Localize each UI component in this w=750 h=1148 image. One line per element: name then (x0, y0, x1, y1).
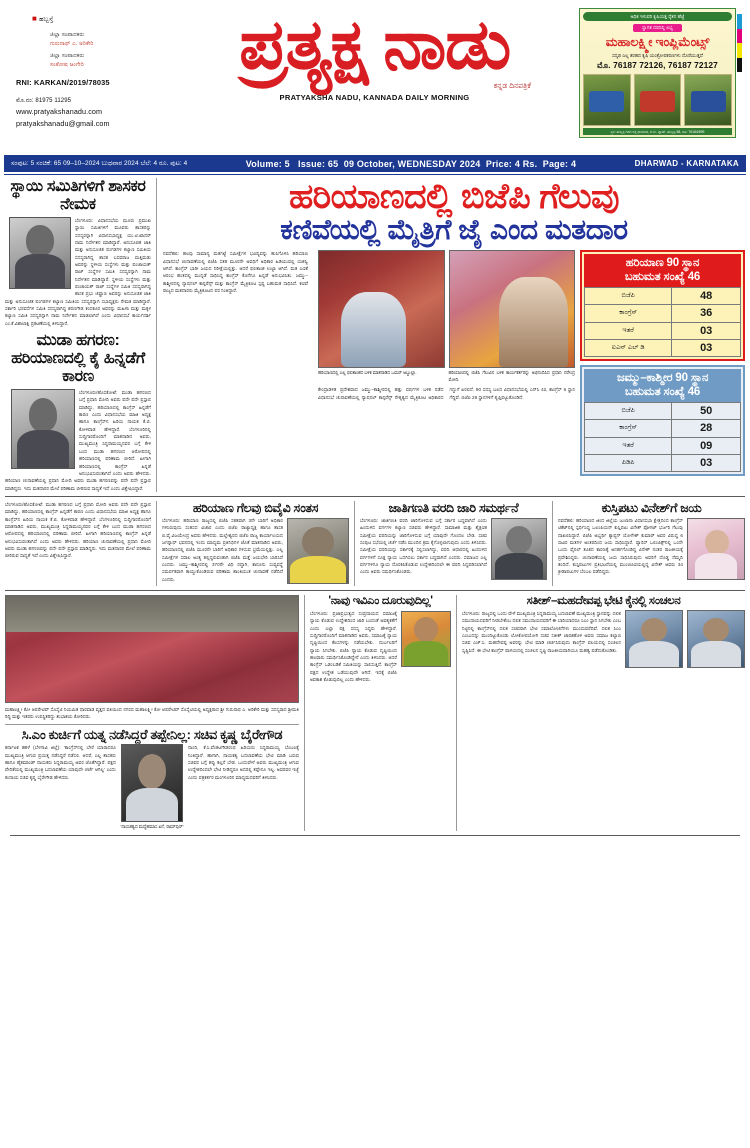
jk-results-table (584, 402, 741, 473)
jk-seats-3: 03 (672, 454, 741, 471)
ad-ribbon: ಅಧಿಕ ಇಳುವರಿ ಕೃಷಿಯತ್ತ ರೈತನ ಹೆಜ್ಜೆ (583, 12, 732, 21)
masthead-advertisement[interactable] (579, 8, 742, 138)
contact-phone: ಮೊ.ನಂ: 81975 11295 (16, 97, 72, 104)
print-registration-color-bar (737, 14, 742, 72)
left-story2-headline[interactable]: ಮುಡಾ ಹಗರಣ: ಹರಿಯಾಣದಲ್ಲಿ ಕೈ ಹಿನ್ನಡೆಗೆ ಕಾರಣ (11, 332, 145, 386)
haryana-results-box (580, 250, 745, 361)
mid-story-2-headline[interactable]: ಕುಸ್ತಿಪಟು ವಿನೇಶ್‌ಗೆ ಜಯ (601, 500, 702, 515)
ad-phone-values: 76187 72126, 76187 72127 (613, 60, 718, 71)
jk-seats-0: 50 (672, 402, 741, 419)
ad-product-photos (583, 74, 732, 126)
haryana-party-1: ಕಾಂಗ್ರೆಸ್ (585, 305, 672, 322)
contact-website[interactable]: www.pratyakshanadu.com (16, 106, 103, 116)
volume-english-text (187, 159, 634, 169)
ad-inner (579, 8, 736, 138)
rni-number: RNI: KARKAN/2019/78035 (16, 77, 110, 87)
ad-rotavator-photo (634, 74, 682, 126)
ad-badge: ಸ್ವಾಗತ ದರದಲ್ಲಿ ಲಭ್ಯ (633, 24, 682, 32)
mid-story-wrestler (553, 501, 745, 586)
ad-phone-label: ಮೊ. (597, 60, 611, 71)
haryana-title-line1: ಹರಿಯಾಣ 90 ಸ್ಥಾನ (625, 257, 700, 270)
volume-number: Volume: 5 (245, 158, 290, 169)
bottom-row (5, 595, 745, 831)
left-story2-portrait-photo (11, 389, 75, 469)
ad-plough-photo (583, 74, 631, 126)
mid-story-0-headline[interactable]: ಹರಿಯಾಣ ಗೆಲವು ಬಿವೈವಿ ಸಂತಸ (192, 500, 319, 515)
table-row (585, 437, 741, 454)
haryana-title-line2: ಬಹುಮತ ಸಂಖ್ಯೆ 46 (624, 270, 701, 283)
jk-party-0: ಬಿಜೆಪಿ (585, 402, 672, 419)
newspaper-title: ಪ್ರತ್ಯಕ್ಷ ನಾಡು (239, 7, 510, 83)
top-row (5, 178, 745, 492)
haryana-seats-0: 48 (672, 287, 741, 304)
table-row (585, 420, 741, 437)
table-row (585, 287, 741, 304)
masthead-english-tagline: PRATYAKSHA NADU, KANNADA DAILY MORNING (279, 92, 470, 102)
group-photo (5, 595, 299, 703)
jk-title-line1: ಜಮ್ಮು–ಕಾಶ್ಮೀರ 90 ಸ್ಥಾನ (616, 372, 709, 385)
masthead-bullet: ■ ಹಬ್ಬಸ್ತೆ (32, 14, 54, 23)
last-story-caption: 'ನಾಯಕತ್ವದ ಮಧ್ಯೆಹಮಾಸ ಏನೆ, ರಾಮ್‌ಪುರ್' (120, 824, 184, 830)
volume-kannada-text: ಸಂಪುಟ: 5 ಸಂಚಿಕೆ: 65 09–10–2024 ಬುಧವಾರ 2024 ಬೆಲೆ: 4 ರೂ. ಪುಟ: 4 (11, 159, 188, 167)
section-divider-2 (5, 590, 745, 591)
ad-phone-numbers (583, 60, 732, 71)
page-bottom-rule (10, 835, 740, 836)
mid-story-1-body: ಬೆಂಗಳೂರು: ಜಾತಿಗಣತಿ ವರದಿ ಜಾರಿಗೊಳಿಸುವ ಬಗ್ಗೆ ಸರ್ಕಾರ ಬದ್ಧವಾಗಿದೆ ಎಂದು ಹಿಂದುಳಿದ ವರ್ಗಗಳ ಕಲ್ಯಾಣ ಸಚಿವರು ಹೇಳಿದ್ದಾರೆ. ಸಾಮಾಜಿಕ ಮತ್ತು ಶೈಕ್ಷಣಿಕ ಸಮೀಕ್ಷೆಯ ವರದಿಯನ್ನು ಜಾರಿಗೊಳಿಸುವ ಬಗ್ಗೆ ಯಾವುದೇ ಗೊಂದಲ ಬೇಡ. ಸಚಿವ ಸಂಪುಟ ಸಭೆಯಲ್ಲಿ ಚರ್ಚೆ ನಡೆಸಿ ಮುಂದಿನ ಕ್ರಮ ಕೈಗೊಳ್ಳಲಾಗುವುದು ಎಂದು ತಿಳಿಸಿದರು. ಸಮೀಕ್ಷೆಯ ವರದಿಯನ್ನು ಸರ್ಕಾರಕ್ಕೆ ಸಲ್ಲಿಸಲಾಗಿದ್ದು, ವರದಿ ಆಧಾರದಲ್ಲಿ ಹಿಂದುಳಿದ ವರ್ಗಗಳಿಗೆ ಸೂಕ್ತ ನ್ಯಾಯ ಒದಗಿಸಲು ಸರ್ಕಾರ ಬದ್ಧವಾಗಿದೆ ಎಂದರು. ಸಮಾಜದ ಎಲ್ಲ ವರ್ಗಗಳಿಗೂ ನ್ಯಾಯ ದೊರಕಿಸಿಕೊಡುವ ಉದ್ದೇಶದಿಂದಲೇ ಈ ವರದಿ ಸಿದ್ಧಪಡಿಸಲಾಗಿದೆ ಎಂದು ಅವರು ಸಮರ್ಥಿಸಿಕೊಂಡರು. (360, 517, 487, 575)
issue-number: Issue: 65 (298, 158, 339, 169)
left-story1-body: ಬೆಂಗಳೂರು: ವಿಧಾನಸಭೆಯ ಮೂರು ಪ್ರಮುಖ ಸ್ಥಾಯಿ ಸಮಿತಿಗಳಿಗೆ ಮೂವರು ಶಾಸಕರನ್ನು ಸದಸ್ಯರನ್ನಾಗಿ ವಿಧಾನಸಭಾಧ್ಯಕ್ಷ ಯು.ಟಿ.ಖಾದರ್ ನಾಮ ನಿರ್ದೇಶನ ಮಾಡಿದ್ದಾರೆ. ಅನುಸೂಚಿತ ಜಾತಿ ಮತ್ತು ಅನುಸೂಚಿತ ಪಂಗಡಗಳ ಕಲ್ಯಾಣ ಸಮಿತಿಯ ಸದಸ್ಯರಾಗಿದ್ದ ಶಾಸಕ ಬಸವರಾಜ ಮತ್ತಿಮಡು ಅವರನ್ನು ಸ್ಥಳೀಯ ಸಂಸ್ಥೆಗಳು ಮತ್ತು ಪಂಚಾಯತ್ ರಾಜ್ ಸಂಸ್ಥೆಗಳ ಸಮಿತಿ ಸದಸ್ಯರನ್ನಾಗಿ ನಾಮ ನಿರ್ದೇಶನ ಮಾಡಿದ್ದಾರೆ. ಸ್ಥಳೀಯ ಸಂಸ್ಥೆಗಳು ಮತ್ತು ಪಂಚಾಯತ್ ರಾಜ್ ಸಂಸ್ಥೆಗಳ ಸಮಿತಿ ಸದಸ್ಯರಾಗಿದ್ದ ಶಾಸಕ ಪ್ರಭು ಚವ್ಹಾಣ ಅವರನ್ನು ಅನುಸೂಚಿತ ಜಾತಿ ಮತ್ತು ಅನುಸೂಚಿತ ಪಂಗಡಗಳ ಕಲ್ಯಾಣ ಸಮಿತಿಯ ಸದಸ್ಯರನ್ನಾಗಿ ಸಭಾಧ್ಯಕ್ಷರು ನೇಮಕ ಮಾಡಿದ್ದಾರೆ. ಸರ್ಕಾರಿ ಭರವಸೆಗಳ ಸಮಿತಿ ಸದಸ್ಯರಾಗಿದ್ದ ಶರಣಗೌಡ ಕಂದಕೂರ ಅವರನ್ನು ಮಹಿಳಾ ಮತ್ತು ಮಕ್ಕಳ ಕಲ್ಯಾಣ ಸಮಿತಿ ಸದಸ್ಯರನ್ನಾಗಿ ನಾಮ ನಿರ್ದೇಶನ ಮಾಡಲಾಗಿದೆ ಎಂದು ವಿಧಾನಸಭೆ ಕಾರ್ಯದರ್ಶಿ ಎಂ.ಕೆ.ವಿಶಾಲಾಕ್ಷಿ ಪ್ರಕಟಣೆಯಲ್ಲಿ ತಿಳಿಸಿದ್ದಾರೆ. (5, 217, 151, 326)
contact-email[interactable]: pratyakshanadu@gmail.com (16, 119, 110, 129)
editor-1-name: ಗುರುನಾಥ್ ಎ. ಅರಿಕೇರಿ (50, 40, 94, 47)
jk-party-2: ಇತರೆ (585, 437, 672, 454)
leader-photo (401, 611, 451, 667)
jk-seats-2: 09 (672, 437, 741, 454)
jk-results-title (584, 369, 741, 401)
krishna-byregowda-photo (121, 744, 183, 822)
table-row (585, 402, 741, 419)
lead-photo-block (313, 250, 580, 476)
masthead (0, 0, 750, 155)
haryana-results-table (584, 287, 741, 358)
ad-brand-name: ಮಹಾಲಕ್ಷ್ಮೀ ಇಂಪ್ಲಿಮೆಂಟ್ಸ್ (605, 35, 710, 50)
last-story-headline[interactable]: ಸಿ.ಎಂ ಕುರ್ಚಿಗೆ ಯತ್ನ ನಡೆಸಿದ್ದರೆ ತಪ್ಪೇನಿಲ್ಲ: ಸಚಿವ ಕೃಷ್ಣ ಬೈರೇಗೌಡ (21, 726, 283, 742)
bottom-story-1-body: ಬೆಂಗಳೂರು: ಪ್ರಜಾಪ್ರಭುತ್ವದ ಸಂಪ್ರದಾಯದ ಸಮಾಜಕ್ಕೆ ನ್ಯಾಯ ಕೊಡುವ ಉದ್ದೇಶದಿಂದ ಜಾರಿ ಬಂದಂತೆ ಅವಶ್ಯಕತೆಗೆ ಎಂದು ಎಲ್ಲಾ ಪಕ್ಷ ಸದಸ್ಯ ಸಿದ್ದರು ಹೇಳಿದ್ದಾರೆ. ಸುದ್ದಿಗಾರರೊಂದಿಗೆ ಮಾತನಾಡಿದ ಅವರು, ಸಮಾಜಕ್ಕೆ ನ್ಯಾಯ ದೃಷ್ಟಿಯಿಂದ ಕೆಲಸಗಳನ್ನು ನಡೆಯಬೇಕು. ದುರ್ಬಲರಿಗೆ ನ್ಯಾಯ ಸಿಗಬೇಕು. ಬಿಜೆಪಿ ನ್ಯಾಯ ಕೊಡುವ ದೃಷ್ಟಿಯಿಂದ ಹಲವಾರು ಸಮರ್ಥಿಸಿಕೊಂಡಿದ್ದೇನೆ ಎಂದು ತಿಳಿಸಿದರು. ಆದರೆ ಕಾಂಗ್ರೆಸ್ ಒಡಂಬಡಿಕೆ ಸಮಿತಿಯನ್ನು ಸಾಲಿಸುತ್ತಿದೆ. ಕಾಂಗ್ರೆಸ್ ಪಕ್ಷದ ಉದ್ದೇಶ ಒಡೆಯುವುದೇ ಆಗಿದೆ. ಇದಕ್ಕೆ ಬಿಜೆಪಿ ಅವಕಾಶ ಕೊಡುವುದಿಲ್ಲ ಎಂದು ಹೇಳಿದರು. (310, 610, 397, 683)
last-story-body-right: ನಾಂದಿ, ಕೆ.ಸಿ.ವೆಂಕಟಗೌಡರಂಥ ಹಿರಿಯರು ಸಿದ್ದರಾಮಯ್ಯ ಬೆಂಬಲಕ್ಕೆ ನಿಂತಿದ್ದಾರೆ. ಹಾಗಾಗಿ, ನಾಯಕತ್ವ ಬದಲಾವಣೆಯ ಭೇಟಿ ಮಾಡಿ ಬರುವ ಸಚಿವರ ಬಗ್ಗೆ ತಪ್ಪು ಕಲ್ಪನೆ ಬೇಡ. ಒಂದುವೇಳೆ ಅವರು ಮುಖ್ಯಮಂತ್ರಿ ಆಗುವ ಉದ್ದೇಶದಿಂದಲೇ ಭೇಟಿ ನೀಡಿದ್ದರೂ ಅದರಲ್ಲಿ ತಪ್ಪೇನೂ ಇಲ್ಲ. ಅವರವರ ಇಚ್ಛೆ ಎಂದು ಪತ್ರಕರ್ತರ ಮಂಗಳೂರಿನ ಮಾಧ್ಯಮದವರಿಗೆ ತಿಳಿಸಿದರು. (188, 745, 299, 780)
by-vijayendra-photo (287, 518, 349, 584)
jk-party-3: ಪಿಡಿಪಿ (585, 454, 672, 471)
haryana-party-0: ಬಿಜೆಪಿ (585, 287, 672, 304)
editor-2-name: ಸಂತೋಷ ಜಂಗೇರಿ (50, 61, 84, 68)
main-column (157, 178, 745, 492)
mid-story-2-body: ನವದೆಹಲಿ: ಹರಿಯಾಣದ ಜಿಂದ ಜಿಲ್ಲೆಯ ಜುಲಾನಾ ವಿಧಾನಸಭಾ ಕ್ಷೇತ್ರದಿಂದ ಕಾಂಗ್ರೆಸ್ ಟಿಕೆಟ್‌ನಲ್ಲಿ ಸ್ಪರ್ಧಿಸಿದ್ದ ಒಲಂಪಿಯನ್ ಕುಸ್ತಿಪಟು ವಿನೇಶ್ ಫೋಗಟ್ ಭರ್ಜರಿ ಗೆಲುವು ದಾಖಲಿಸಿದ್ದಾರೆ. ಬಿಜೆಪಿ ಅಭ್ಯರ್ಥಿ ಕ್ಯಾಪ್ಟನ್ ಯೋಗೇಶ್ ಕುಮಾರ್ ಅವರ ವಿರುದ್ಧ 6 ಸಾವಿರ ಮತಗಳ ಅಂತರದಿಂದ ಜಯ ಸಾಧಿಸಿದ್ದಾರೆ. ಪ್ಯಾರಿಸ್ ಒಲಿಂಪಿಕ್ಸ್‌ನಲ್ಲಿ ಒಂದೇ ಒಂದು ಫೈನಲ್ ತೂಕದ ಕಾರಣಕ್ಕೆ ಅನರ್ಹಗೊಂಡಿದ್ದ ವಿನೇಶ್ ನಂತರ ರಾಜಕೀಯಕ್ಕೆ ಪ್ರವೇಶಿಸಿದ್ದರು. ಚುನಾವಣೆಯಲ್ಲಿ ಜಯ ಸಾಧಿಸಿರುವುದು ಅವರಿಗೆ ದೊಡ್ಡ ನೆಮ್ಮದಿ ತಂದಿದೆ. ಕುಸ್ತಿಪಟುಗಳ ಪ್ರತಿಭಟನೆಯಲ್ಲಿ ಮುಂಚೂಣಿಯಲ್ಲಿದ್ದ ವಿನೇಶ್ ಅವರು 34 ಕ್ರೀಡಾಪಟುಗಳ ಬೆಂಬಲ ಪಡೆದಿದ್ದರು. (558, 517, 683, 575)
left-story1-headline[interactable]: ಸ್ಥಾಯಿ ಸಮಿತಿಗಳಿಗೆ ಶಾಸಕರ ನೇಮಕ (10, 178, 146, 213)
section-divider-1 (5, 496, 745, 497)
jk-seats-1: 28 (672, 420, 741, 437)
mid-story-bjp (157, 501, 355, 586)
bottom-story-2-body: ಬೆಂಗಳೂರು: ರಾಜ್ಯದಲ್ಲಿ ಒಂದು ವೇಳೆ ಮುಖ್ಯಮಂತ್ರಿ ಸಿದ್ದರಾಮಯ್ಯ ಬದಲಾವಣೆ ಮುಖ್ಯಮಂತ್ರಿ ಸ್ಥಾನವನ್ನು ದಲಿತ ಸಮುದಾಯದವರಿಗೆ ನೀಡಬೇಕೆಂಬ ದಲಿತ ಸಮುದಾಯದವರಿಗೆ ಈ ಬಾರಿಯಾದರೂ ಸಿಎಂ ಸ್ಥಾನ ಸಿಗಬೇಕು ಎಂಬ ನಿಟ್ಟಿನಲ್ಲಿ ಕಾಂಗ್ರೆಸ್‌ನಲ್ಲಿ ದಲಿತ ಸಚಿವರಾಗಿ ಭೇಟಿ ಸಮಾಲೋಚನೆಗಳು ಮುಂದುವರೆದಿವೆ. ದಲಿತ ಸಿಎಂ ಎಂಬುದನ್ನು ಮುಂದಿಟ್ಟುಕೊಂಡು ಲೋಕೋಪಯೋಗಿ ಸಚಿವ ಸತೀಶ್ ಜಾರಕಿಹೊಳಿ ಅವರು ಸಮಾಜ ಕಲ್ಯಾಣ ಸಚಿವ ಎಚ್.ಸಿ. ಮಹದೇವಪ್ಪ ಅವರನ್ನು ಭೇಟಿ ಮಾಡಿ ಚರ್ಚಿಸಿರುವುದು ಕಾಂಗ್ರೆಸ್ ವಲಯದಲ್ಲಿ ಸಂಚಲನ ಸೃಷ್ಟಿಸಿದೆ. ಈ ಭೇಟಿ ಕಾಂಗ್ರೆಸ್ ಪಾಳಯದಲ್ಲಿ ಸಂಚಲನ ಸೃಷ್ಟಿ ರಾಜಕೀಯವಾಗಿಯೂ ಮಹತ್ವ ಪಡೆದುಕೊಂಡಿತು. (462, 610, 621, 653)
omar-abdullah-photo (318, 250, 445, 368)
ad-description: ಸದೃಢ ಎಲ್ಲ ತರಹದ ಕೃಷಿ ಯಂತ್ರೋಪಕರಣಗಳು ದೊರೆಯುತ್ತದೆ (612, 52, 703, 58)
lead-headline-block (163, 178, 745, 246)
satish-jarkiholi-photo (625, 610, 683, 668)
jk-title-line2: ಬಹುಮತ ಸಂಖ್ಯೆ 46 (624, 385, 701, 398)
lead-photo-pair (318, 250, 575, 368)
ad-trailer-photo (684, 74, 732, 126)
masthead-left-info (8, 6, 170, 130)
results-side-panel (580, 250, 745, 476)
lead-caption-left: ಹರಿಯಾಣದಲ್ಲಿ ಎಲ್ಲ ಫಲಿತಾಂಶದ ಬಳಿಕ ಮಾತನಾಡಿದ ಒಮರ್ ಅಬ್ದುಲ್ಲಾ. (318, 370, 417, 376)
haryana-party-2: ಇತರೆ (585, 322, 672, 339)
bottom-story-2-headline[interactable]: ಸತೀಶ್–ಮಹದೇವಪ್ಪ ಭೇಟಿ ಕೈನಲ್ಲಿ ಸಂಚಲನ (526, 594, 681, 607)
editor-2-role: ಜಿಲ್ಲಾ ಸಂಪಾದಕರು (50, 53, 85, 60)
jk-results-box (580, 365, 745, 476)
masthead-credits (50, 31, 170, 70)
bottom-story-1-headline[interactable]: 'ನಾವು ಇವಿಎಂ ದೂರುವುದಿಲ್ಲ' (328, 594, 433, 607)
table-row (585, 339, 741, 356)
vinesh-phogat-photo (687, 518, 745, 580)
table-row (585, 305, 741, 322)
modi-celebration-photo (449, 250, 576, 368)
left-column (5, 178, 157, 492)
lead-headline-sub[interactable]: ಕಣಿವೆಯಲ್ಲಿ ಮೈತ್ರಿಗೆ ಜೈ ಎಂದ ಮತದಾರ (280, 214, 628, 245)
volume-info-bar (4, 155, 746, 172)
left-story2-body: ಬೆಂಗಳೂರು/ಹೊಸಕೋಟೆ: ಮುಡಾ ಹಗರಣದ ಬಗ್ಗೆ ಪ್ರಧಾನಿ ಮೋದಿ ಅವರು ಪದೇ ಪದೇ ಪ್ರಸ್ತಾಪ ಮಾಡಿದ್ದು, ಹರಿಯಾಣದಲ್ಲಿ ಕಾಂಗ್ರೆಸ್ ಹಿನ್ನಡೆಗೆ ಕಾರಣ ಎಂದು ವಿಧಾನಸಭೆಯ ಮಾಜಿ ಅಧ್ಯಕ್ಷ ಹಾಗೂ ಕಾಂಗ್ರೆಸ್‌ನ ಹಿರಿಯ ನಾಯಕ ಕೆ.ಬಿ. ಕೋಳಿವಾಡ ಹೇಳಿದ್ದಾರೆ. ಬೆಂಗಳೂರಿನಲ್ಲಿ ಸುದ್ದಿಗಾರರೊಂದಿಗೆ ಮಾತನಾಡಿದ ಅವರು, ಮುಖ್ಯಮಂತ್ರಿ ಸಿದ್ದರಾಮಯ್ಯನವರ ಬಗ್ಗೆ ಕೇಳಿ ಬಂದ ಮುಡಾ ಹಗರಣದ ಆರೋಪದಲ್ಲಿ ಹರಿಯಾಣದಲ್ಲಿ ಪರಿಣಾಮ ಬೀರಿದೆ. ಹೀಗಾಗಿ ಹರಿಯಾಣದಲ್ಲಿ ಕಾಂಗ್ರೆಸ್ ಹಿನ್ನಡೆ ಅನುಭವಿಸುವಂತಾಗಿದೆ ಎಂದು ಅವರು ಹೇಳಿದರು. ಹರಿಯಾಣ ಚುನಾವಣೆಯಲ್ಲಿ ಪ್ರಧಾನಿ ಮೋದಿ ಅವರು ಮುಡಾ ಹಗರಣವನ್ನು ಪದೇ ಪದೇ ಪ್ರಸ್ತಾಪ ಮಾಡಿದ್ದರು. ಇದು ಮತದಾರರ ಮೇಲೆ ಪರಿಣಾಮ ಬೀರಿರುವ ಸಾಧ್ಯತೆ ಇದೆ ಎಂದು ವಿಶ್ಲೇಷಿಸಿದ್ದಾರೆ. (5, 389, 151, 491)
lead-left-body: ನವದೆಹಲಿ: ಹಲವು ಸಾಮಾನ್ಯ ಮತಗಟ್ಟೆ ಸಮೀಕ್ಷೆಗಳ ಭವಿಷ್ಯವನ್ನು ಹುಸಿಗೊಳಿಸಿ ಹರಿಯಾಣ ವಿಧಾನಸಭೆ ಚುನಾವಣೆಯಲ್ಲಿ ಬಿಜೆಪಿ ಸತತ ಮೂರನೇ ಅವಧಿಗೆ ಅಧಿಕಾರ ಹಿಡಿಯುವಲ್ಲಿ ಯಶಸ್ವಿ ಆಗಿದೆ. ಕಾಂಗ್ರೆಸ್ ಭಾರೀ ಜಯದ ನಿರೀಕ್ಷೆಯಲ್ಲಿತ್ತು. ಆದರೆ ಫಲಿತಾಂಶ ಉಲ್ಟಾ ಆಗಿದೆ. ಮತ ಎಣಿಕೆ ಆರಂಭ ಹಂತದಲ್ಲಿ ಮುನ್ನಡೆ ಸಾಧಿಸಿದ್ದ ಕಾಂಗ್ರೆಸ್ ಕೊನೆಗೂ ಹಿನ್ನಡೆ ಅನುಭವಿಸಿತು. ಜಮ್ಮು–ಕಾಶ್ಮೀರದಲ್ಲಿ ನ್ಯಾಷನಲ್ ಕಾನ್ಫರೆನ್ಸ್ ಮತ್ತು ಕಾಂಗ್ರೆಸ್ ಮೈತ್ರಿಕೂಟ ಸ್ಪಷ್ಟ ಬಹುಮತ ಸಾಧಿಸಿದೆ. ಕಣಿವೆ ರಾಜ್ಯದ ಮತದಾರರು ಮೈತ್ರಿಕೂಟದ ಪರ ನಿಂತಿದ್ದಾರೆ. (163, 251, 308, 294)
lead-headline-main[interactable]: ಹರಿಯಾಣದಲ್ಲಿ ಬಿಜೆಪಿ ಗೆಲುವು (289, 177, 619, 216)
table-row (585, 454, 741, 471)
lead-story-wrap (163, 250, 745, 476)
left-story1-portrait-photo (9, 217, 71, 289)
haryana-party-3: ಐಎನ್ ಎಲ್ ಡಿ (585, 339, 672, 356)
mahadevappa-photo (687, 610, 745, 668)
bottom-photo-story (5, 595, 305, 831)
content-area (0, 175, 750, 836)
last-story-body-left: ಕರ್ನಾಟಕ ಕಹಳೆ (ಬೆಳಗಾವಿ ಜಿಲ್ಲೆ): 'ಕಾಂಗ್ರೆಸ್‌ನಲ್ಲಿ ಬೇರೆ ಯಾರಾದರೂ ಮುಖ್ಯಮಂತ್ರಿ ಆಗುವ ಪ್ರಯತ್ನ ನಡೆಸಿದ್ದರೆ ನಡೆಸಲಿ. ಆದರೆ, ಎಲ್ಲ ಶಾಸಕರು ಹಾಗೂ ಹೈಕಮಾಂಡ್ ನಾಯಕರು ಸಿದ್ದರಾಮಯ್ಯ ಅವರ ಜೊತೆಗಿದ್ದಾರೆ. ಪಕ್ಷದ ವೇದಿಕೆಯಲ್ಲಿ ಮುಖ್ಯಮಂತ್ರಿ ಬದಲಾವಣೆಯ ಯಾವುದೇ ಚರ್ಚೆ ಆಗಿಲ್ಲ' ಎಂದು ಕಂದಾಯ ಸಚಿವ ಕೃಷ್ಣ ಬೈರೇಗೌಡ ಹೇಳಿದರು. (5, 745, 116, 780)
left-story2-continued: ಬೆಂಗಳೂರು/ಹೊಸಕೋಟೆ: ಮುಡಾ ಹಗರಣದ ಬಗ್ಗೆ ಪ್ರಧಾನಿ ಮೋದಿ ಅವರು ಪದೇ ಪದೇ ಪ್ರಸ್ತಾಪ ಮಾಡಿದ್ದು, ಹರಿಯಾಣದಲ್ಲಿ ಕಾಂಗ್ರೆಸ್ ಹಿನ್ನಡೆಗೆ ಕಾರಣ ಎಂದು ವಿಧಾನಸಭೆಯ ಮಾಜಿ ಅಧ್ಯಕ್ಷ ಹಾಗೂ ಕಾಂಗ್ರೆಸ್‌ನ ಹಿರಿಯ ನಾಯಕ ಕೆ.ಬಿ. ಕೋಳಿವಾಡ ಹೇಳಿದ್ದಾರೆ. ಬೆಂಗಳೂರಿನಲ್ಲಿ ಸುದ್ದಿಗಾರರೊಂದಿಗೆ ಮಾತನಾಡಿದ ಅವರು, ಮುಖ್ಯಮಂತ್ರಿ ಸಿದ್ದರಾಮಯ್ಯನವರ ಬಗ್ಗೆ ಕೇಳಿ ಬಂದ ಮುಡಾ ಹಗರಣದ ಆರೋಪದಲ್ಲಿ ಹರಿಯಾಣದಲ್ಲಿ ಪರಿಣಾಮ ಬೀರಿದೆ. ಹೀಗಾಗಿ ಹರಿಯಾಣದಲ್ಲಿ ಕಾಂಗ್ರೆಸ್ ಹಿನ್ನಡೆ ಅನುಭವಿಸುವಂತಾಗಿದೆ ಎಂದು ಅವರು ಹೇಳಿದರು. ಹರಿಯಾಣ ಚುನಾವಣೆಯಲ್ಲಿ ಪ್ರಧಾನಿ ಮೋದಿ ಅವರು ಮುಡಾ ಹಗರಣವನ್ನು ಪದೇ ಪದೇ ಪ್ರಸ್ತಾಪ ಮಾಡಿದ್ದರು. ಇದು ಮತದಾರರ ಮೇಲೆ ಪರಿಣಾಮ ಬೀರಿರುವ ಸಾಧ್ಯತೆ ಇದೆ ಎಂದು ವಿಶ್ಲೇಷಿಸಿದ್ದಾರೆ. (5, 501, 151, 559)
haryana-seats-3: 03 (672, 339, 741, 356)
mid-story-0-body: ಬೆಂಗಳೂರು: ಹರಿಯಾಣ ರಾಜ್ಯದಲ್ಲಿ ಬಿಜೆಪಿ ಸತತವಾಗಿ 3ನೇ ಬಾರಿಗೆ ಅಧಿಕಾರ ಗಳಿಸಿರುವುದು ಸಂತಸದ ವಿಚಾರ ಎಂದು ಬಿಜೆಪಿ ರಾಜ್ಯಾಧ್ಯಕ್ಷ ಹಾಗೂ ಶಾಸಕ ಬಿ.ವೈ.ವಿಜಯೇಂದ್ರ ಅವರು ಹೇಳಿದರು. ಮಲ್ಲೇಶ್ವರದ ಬಿಜೆಪಿ ರಾಜ್ಯ ಕಾರ್ಯಾಲಯದ ಜಗನ್ನಾಥ್ ಭವನದಲ್ಲಿ ಇಂದು ಮಾಧ್ಯಮ ಪ್ರತಿನಿಧಿಗಳ ಜೊತೆ ಮಾತನಾಡಿದ ಅವರು, ಹರಿಯಾಣದಲ್ಲಿ ಬಿಜೆಪಿ ಮೂರನೇ ಬಾರಿಗೆ ಅಧಿಕಾರ ಗಳಿಸುವ ಭ್ರಮೆಯಲ್ಲಿತ್ತು. ಎಲ್ಲ ಸಮೀಕ್ಷೆಗಳ ಸವಾಲ ಅಂತ್ಯ ತಲ್ಲಿದ್ದರುವಂತಾಗಿ ಬಿಜೆಪಿ ಮತ್ತೆ ಜಯಭೇರಿ ಬಾರಿಸಿದೆ ಎಂದರು. ಜಮ್ಮು–ಕಾಶ್ಮೀರದಲ್ಲಿ 370ನೇ ವಿಧಿ ರದ್ದಾಗಿ, ಕಾನೂನು ಸುವ್ಯವಸ್ಥೆ ಸಮರ್ಪಕವಾಗಿ ಕಾಯ್ದುಕೊಂಡಿರುವ ಪರಿಣಾಮ ಶಾಂತಿಯುತ ಚುನಾವಣೆ ನಡೆದಿದೆ ಎಂದರು. (162, 517, 283, 582)
publication-place: DHARWAD - KARNATAKA (634, 159, 739, 168)
issue-date: 09 October, WEDNESDAY 2024 (343, 158, 481, 169)
group-photo-caption: ಮಹಾಲಕ್ಷ್ಮೀ ಕೋ ಆಪರೇಟಿವ್ ಸೊಸೈಟಿ ನಿಯಮಿತ ಧಾರವಾಡ ವೃತ್ತದ ವತಿಯಿಂದ ನಗರದ ಮಹಾಲಕ್ಷ್ಮೀ ಕೋ ಆಪರೇಟಿವ್ ಸೊಸೈಟಿಯಲ್ಲಿ ಅಧ್ಯಕ್ಷರಾದ ಶ್ರೀ ಗುರುನಾಥ ಎ. ಅರಿಕೇರಿ ಮತ್ತು ಸದಸ್ಯರಾದ ಶ್ರೀಮತಿ ರಿದ್ಧಿ ಮತ್ತು ಇತರರು ಉಪಸ್ಥಿತರಿದ್ದು ಶುಭಾಶಯ ಕೋರಿದರು. (5, 706, 299, 720)
haryana-results-title (584, 254, 741, 286)
issue-price: Price: 4 Rs. (485, 158, 538, 169)
haryana-seats-1: 36 (672, 305, 741, 322)
bottom-story-evm (305, 595, 457, 831)
issue-pages: Page: 4 (542, 158, 577, 169)
bottom-story-meeting (457, 595, 745, 831)
bullet-dot-icon: ■ (32, 14, 38, 23)
mid-story-1-headline[interactable]: ಜಾತಿಗಣತಿ ವರದಿ ಜಾರಿ ಸಮರ್ಥನೆ (388, 500, 519, 515)
mid-row (5, 501, 745, 586)
haryana-seats-2: 03 (672, 322, 741, 339)
jk-party-1: ಕಾಂಗ್ರೆಸ್ (585, 420, 672, 437)
editor-1-role: ಜಿಲ್ಲಾ ಸಂಪಾದಕರು (50, 32, 85, 38)
lead-story-left-text (163, 250, 313, 476)
ad-footer-address: ಸ್ಥಳ: ಹುಬ್ಬಳ್ಳಿ ಗದಗ ರಸ್ತೆ ಧಾರವಾಡ, ಶೆ.ನಂ. ಫ್ಲಾಟ್, ಹುಬ್ಬಳ್ಳಿ-58, ದೂ: 76184/699 (583, 128, 732, 135)
minister-photo (491, 518, 547, 580)
mid-column-left-continuation (5, 501, 157, 586)
masthead-center (170, 6, 579, 102)
mid-story-caste-survey (355, 501, 553, 586)
section-divider-3 (5, 724, 299, 725)
masthead-kannada-tagline: ಕನ್ನಡ ದಿನಪತ್ರಿಕೆ (493, 80, 531, 90)
masthead-contact (16, 96, 170, 131)
table-row (585, 322, 741, 339)
lead-center-body: ಕೇಂದ್ರಾಡಳಿತ ಪ್ರದೇಶವಾದ ಜಮ್ಮು–ಕಾಶ್ಮೀರದಲ್ಲಿ ಹತ್ತು ವರ್ಷಗಳ ಬಳಿಕ ನಡೆದ ವಿಧಾನಸಭೆ ಚುನಾವಣೆಯಲ್ಲಿ ನ್ಯಾಷನಲ್ ಕಾನ್ಫರೆನ್ಸ್ ನೇತೃತ್ವದ ಮೈತ್ರಿಕೂಟ ಅಧಿಕಾರದ ಗದ್ದುಗೆ ಏರಲಿದೆ. 90 ಸದಸ್ಯ ಬಲದ ವಿಧಾನಸಭೆಯಲ್ಲಿ ಎನ್‌ಸಿ 42, ಕಾಂಗ್ರೆಸ್ 6 ಸ್ಥಾನ ಗೆದ್ದಿವೆ. ಬಿಜೆಪಿ 29 ಸ್ಥಾನಗಳಿಗೆ ತೃಪ್ತಿಪಟ್ಟುಕೊಂಡಿದೆ. (318, 387, 575, 400)
lead-caption-right: ಹರಿಯಾಣದಲ್ಲಿ ಬಿಜೆಪಿ ಗೆಲುವಿನ ಬಳಿಕ ಕಾರ್ಯಕರ್ತರನ್ನು ಅಭಿನಂದಿಸಿದ ಪ್ರಧಾನಿ ನರೇಂದ್ರ ಮೋದಿ. (448, 370, 575, 382)
